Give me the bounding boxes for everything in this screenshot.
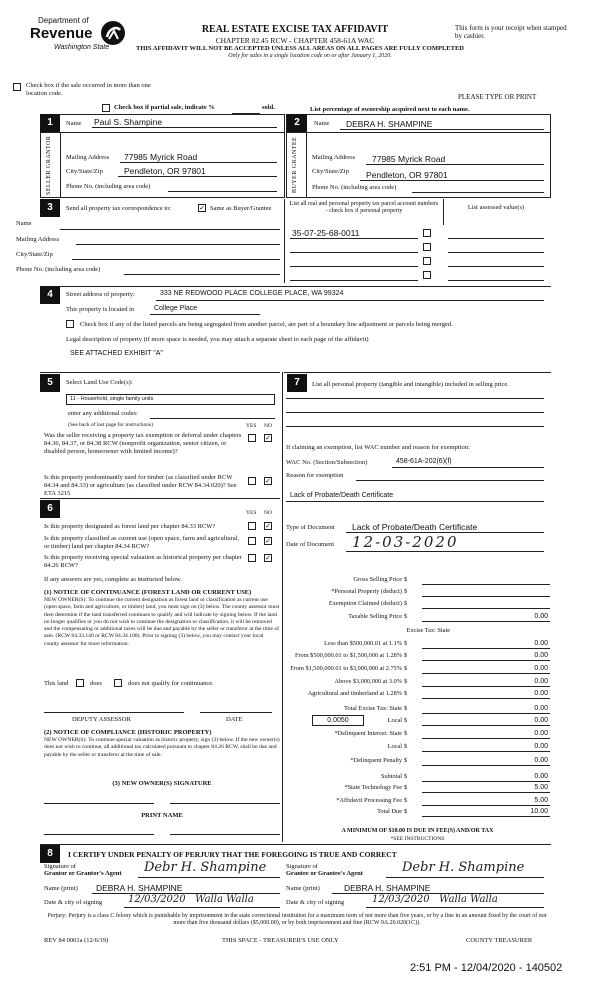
tax-row-value[interactable] bbox=[422, 576, 550, 585]
grantee-name-print-label: Name (print) bbox=[286, 885, 320, 892]
tax-row bbox=[280, 797, 550, 808]
seller-mailing-label: Mailing Address bbox=[66, 154, 110, 161]
notice2-title: (2) NOTICE OF COMPLIANCE (HISTORIC PROPERTY) bbox=[44, 729, 212, 736]
tax-row-label: Subtotal bbox=[381, 773, 402, 780]
seller-city-field[interactable]: Pendleton, OR 97801 bbox=[124, 166, 206, 176]
reason-label: Reason for exemption bbox=[286, 472, 344, 479]
section-6-number: 6 bbox=[40, 500, 60, 518]
tax-row-dollar-sign: $ bbox=[404, 600, 408, 607]
buyer-phone-label: Phone No. (including area code) bbox=[312, 184, 397, 191]
tax-row-dollar-sign: $ bbox=[404, 784, 408, 791]
buyer-name-label: Name bbox=[314, 120, 330, 127]
tax-row-dollar-sign: $ bbox=[404, 588, 408, 595]
grantor-date-city[interactable]: 12/03/2020 Walla Walla bbox=[128, 894, 254, 905]
land-use-label: Select Land Use Code(s): bbox=[66, 379, 133, 386]
receipt-note: This form is your receipt when stamped by cashier. bbox=[455, 24, 567, 41]
perjury-statement: Perjury: Perjury is a class C felony which is punishable by imprisonment in the state correctional institution for a maximum term of not more than five years, or by a fine in an amount fixed by the court of not more than five thousand dollars ($5,000.00), or by both imprisonment and fine (RCW 9A.20.020(1C)). bbox=[47, 913, 547, 927]
tax-row-label: From $1,500,000.01 to $3,000,000 at 2.75% bbox=[290, 665, 402, 672]
local-rate-field[interactable]: 0.0050 bbox=[312, 715, 364, 726]
buyer-mailing-field[interactable]: 77985 Myrick Road bbox=[372, 154, 446, 164]
seller-mailing-field[interactable]: 77985 Myrick Road bbox=[124, 152, 198, 162]
tax-row-dollar-sign: $ bbox=[404, 757, 408, 764]
tax-row-label: *Personal Property (deduct) bbox=[331, 588, 402, 595]
buyer-city-field[interactable]: Pendleton, OR 97801 bbox=[366, 170, 448, 180]
seller-name-field[interactable]: Paul S. Shampine bbox=[94, 117, 163, 127]
tax-row-value[interactable]: 10.00 bbox=[422, 808, 550, 817]
tax-row-dollar-sign: $ bbox=[404, 665, 408, 672]
rev-number: REV 84 0001a (12/6/19) bbox=[44, 937, 109, 944]
tax-row-value[interactable] bbox=[422, 588, 550, 597]
sec6-q3-no[interactable]: ✓ bbox=[265, 554, 271, 562]
buyer-mailing-label: Mailing Address bbox=[312, 154, 356, 161]
sec5-q1-no[interactable]: ✓ bbox=[265, 434, 271, 442]
does-label: does bbox=[90, 680, 102, 687]
same-as-buyer-checkbox[interactable]: ✓ bbox=[199, 204, 205, 212]
parcel-header: List all real and personal property tax parcel account numbers - check box if personal property bbox=[289, 201, 439, 215]
grantee-signature[interactable]: Debr H. Shampine bbox=[402, 860, 525, 875]
sec6-q1-no[interactable]: ✓ bbox=[265, 522, 271, 530]
tax-row-label: From $500,000.01 to $1,500,000 at 1.28% bbox=[294, 652, 402, 659]
personal-property-checkbox-2[interactable] bbox=[423, 243, 431, 251]
tax-row bbox=[280, 600, 550, 611]
tax-row-label: Excise Tax: State bbox=[406, 627, 450, 634]
does-not-label: does not qualify for continuance. bbox=[128, 680, 214, 687]
sec6-q2: Is this property classified as current use (open space, farm and agricultural, or timber) land per chapter 84.34 RCW? bbox=[44, 535, 240, 550]
tax-row-dollar-sign: $ bbox=[404, 808, 408, 815]
wac-field[interactable]: 458-61A-202(6)(f) bbox=[396, 458, 452, 465]
tax-row-dollar-sign: $ bbox=[404, 743, 408, 750]
minimum-note: A MINIMUM OF $10.00 IS DUE IN FEE(S) AND/OR TAX bbox=[341, 828, 494, 834]
tax-row bbox=[280, 576, 550, 587]
grantor-sig-label1: Signature of bbox=[44, 863, 76, 870]
sec3-phone-label: Phone No. (including area code) bbox=[16, 266, 101, 273]
tax-row-label: Taxable Selling Price bbox=[348, 613, 402, 620]
tax-row-value[interactable]: 0.00 bbox=[422, 640, 550, 649]
partial-sale-checkbox[interactable] bbox=[102, 104, 110, 112]
form-warning: THIS AFFIDAVIT WILL NOT BE ACCEPTED UNLESS ALL AREAS ON ALL PAGES ARE FULLY COMPLETED bbox=[136, 45, 464, 52]
tax-row-value[interactable]: 0.00 bbox=[422, 773, 550, 782]
grantor-name-print[interactable]: DEBRA H. SHAMPINE bbox=[96, 883, 183, 893]
tax-row-value[interactable]: 0.00 bbox=[422, 678, 550, 687]
tax-row-value[interactable]: 5.00 bbox=[422, 797, 550, 806]
section-7-number: 7 bbox=[287, 374, 307, 392]
tax-row-dollar-sign: $ bbox=[404, 730, 408, 737]
dept-line1: Department of bbox=[38, 16, 89, 25]
tax-row bbox=[280, 773, 550, 784]
tax-row-label: Local bbox=[387, 717, 402, 724]
tax-row-label: Local bbox=[387, 743, 402, 750]
assessed-header: List assessed value(s) bbox=[467, 204, 525, 211]
tax-row bbox=[280, 730, 550, 741]
tax-row bbox=[280, 808, 550, 819]
grantor-name-print-label: Name (print) bbox=[44, 885, 78, 892]
list-percentage-label: List percentage of ownership acquired next to each name. bbox=[310, 106, 470, 113]
grantee-sig-label1: Signature of bbox=[286, 863, 318, 870]
print-name-label: PRINT NAME bbox=[141, 812, 183, 819]
section-2-number: 2 bbox=[287, 114, 307, 132]
doc-type-field[interactable]: Lack of Probate/Death Certificate bbox=[352, 522, 478, 532]
tax-row-label: Above $3,000,000 at 3.0% bbox=[334, 678, 402, 685]
street-field[interactable]: 333 NE REDWOOD PLACE COLLEGE PLACE, WA 99324 bbox=[160, 290, 344, 297]
tax-row-dollar-sign: $ bbox=[404, 690, 408, 697]
seller-name-label: Name bbox=[66, 120, 82, 127]
wac-label: WAC No. (Section/Subsection) bbox=[286, 459, 368, 466]
tax-row-dollar-sign: $ bbox=[404, 678, 408, 685]
grantee-date-city[interactable]: 12/03/2020 Walla Walla bbox=[372, 894, 498, 905]
tax-row-label: *Delinquent Penalty bbox=[350, 757, 402, 764]
tax-row-dollar-sign: $ bbox=[404, 773, 408, 780]
tax-row bbox=[280, 640, 550, 651]
tax-row-value[interactable]: 0.00 bbox=[422, 705, 550, 714]
sec6-q3-yes[interactable] bbox=[248, 554, 256, 562]
dept-line2: Revenue bbox=[30, 25, 93, 42]
only-for-note: Only for sales in a single location code on or after January 1, 2020. bbox=[228, 53, 392, 59]
tax-row-value[interactable]: 0.00 bbox=[422, 690, 550, 699]
tax-row bbox=[280, 588, 550, 599]
sec5-no: NO bbox=[264, 423, 272, 429]
section-4-number: 4 bbox=[40, 286, 60, 304]
sec3-city-label: City/State/Zip bbox=[16, 251, 53, 258]
treasurer-space: THIS SPACE - TREASURER'S USE ONLY bbox=[222, 937, 339, 944]
tax-row-value[interactable] bbox=[422, 600, 550, 609]
tax-row bbox=[280, 613, 550, 624]
sec5-q1-yes[interactable] bbox=[248, 434, 256, 442]
personal-property-checkbox-1[interactable] bbox=[423, 229, 431, 237]
street-label: Street address of property: bbox=[66, 291, 135, 298]
tax-row-value[interactable]: 0.00 bbox=[422, 757, 550, 766]
tax-row-value[interactable]: 0.00 bbox=[422, 743, 550, 752]
tax-row bbox=[280, 757, 550, 768]
tax-row-label: Less than $500,000.01 at 1.1% bbox=[324, 640, 402, 647]
grantor-signature[interactable]: Debr H. Shampine bbox=[144, 860, 267, 875]
form-title: REAL ESTATE EXCISE TAX AFFIDAVIT bbox=[201, 24, 389, 35]
legal-field[interactable]: SEE ATTACHED EXHIBIT "A" bbox=[70, 350, 163, 357]
tax-row-dollar-sign: $ bbox=[404, 613, 408, 620]
tax-row bbox=[280, 652, 550, 663]
sec5-q1: Was the seller receiving a property tax exemption or deferral under chapters 84.36, 84.37, or 84.38 RCW (nonprofit organization, senior citizen, or disabled person, homeowner with limited income)? bbox=[44, 432, 242, 455]
grantor-sig-label2: Grantor or Grantor's Agent bbox=[44, 870, 122, 877]
grantee-date-city-label: Date & city of signing bbox=[286, 899, 345, 906]
doc-date-label: Date of Document bbox=[286, 541, 335, 548]
if-any-label: If any answers are yes, complete as instructed below. bbox=[44, 576, 182, 583]
same-as-buyer-label: Same as Buyer/Grantee bbox=[210, 205, 272, 212]
tax-row-label: Exemption Claimed (deduct) bbox=[328, 600, 402, 607]
personal-property-checkbox-4[interactable] bbox=[423, 271, 431, 279]
section-8-number: 8 bbox=[40, 845, 60, 863]
section-5-number: 5 bbox=[40, 374, 60, 392]
multi-location-label: Check box if the sale occurred in more than one location code. bbox=[26, 82, 151, 97]
located-label: This property is located in bbox=[66, 306, 135, 313]
parcel-number-field[interactable]: 35-07-25-68-0011 bbox=[292, 228, 360, 238]
dept-line3: Washington State bbox=[54, 44, 110, 51]
sec6-q2-no[interactable]: ✓ bbox=[265, 537, 271, 545]
buyer-side-label: BUYER GRANTEE bbox=[292, 136, 298, 194]
tax-row-dollar-sign: $ bbox=[404, 640, 408, 647]
please-type: PLEASE TYPE OR PRINT bbox=[458, 93, 537, 101]
buyer-city-label: City/State/Zip bbox=[312, 168, 349, 175]
legal-label: Legal description of property (if more space is needed, you may attach a separate sheet to each page of the affidavit) bbox=[66, 336, 369, 343]
form-subtitle: CHAPTER 82.45 RCW - CHAPTER 458-61A WAC bbox=[215, 36, 375, 45]
tax-row-dollar-sign: $ bbox=[404, 652, 408, 659]
reason-field[interactable]: Lack of Probate/Death Certificate bbox=[290, 492, 394, 499]
multi-location-checkbox[interactable] bbox=[13, 83, 21, 91]
this-land-label: This land bbox=[44, 680, 69, 687]
sec3-name-label: Name bbox=[16, 220, 32, 227]
tax-row-label: *Affidavit Processing Fee bbox=[336, 797, 402, 804]
tax-row-value[interactable]: 0.00 bbox=[422, 652, 550, 661]
send-correspondence-label: Send all property tax correspondence to: bbox=[66, 205, 172, 212]
tax-row bbox=[280, 665, 550, 676]
tax-row bbox=[280, 678, 550, 689]
buyer-name-field[interactable]: DEBRA H. SHAMPINE bbox=[346, 119, 433, 129]
tax-row bbox=[280, 627, 550, 638]
see-instructions: *SEE INSTRUCTIONS bbox=[390, 836, 445, 842]
tax-row-label: Total Excise Tax: State bbox=[344, 705, 402, 712]
notice1-title: (1) NOTICE OF CONTINUANCE (FOREST LAND OR CURRENT USE) bbox=[44, 589, 252, 596]
notice2-text: NEW OWNER(S): To continue special valuation as historic property, sign (3) below. If the new owner(s) does not wish to continue, all additional tax calculated pursuant to chapter 84.26 RCW, shall be due and payable by the seller or transferor at the time of sale. bbox=[44, 737, 280, 758]
tax-row bbox=[280, 784, 550, 795]
dor-logo bbox=[30, 12, 140, 62]
seller-phone-label: Phone No. (including area code) bbox=[66, 183, 151, 190]
personal-property-checkbox-3[interactable] bbox=[423, 257, 431, 265]
partial-sale-label: Check box if partial sale, indicate % bbox=[114, 104, 215, 111]
sec6-q3: Is this property receiving special valuation as historical property per chapter 84.26 RCW? bbox=[44, 554, 242, 569]
sec6-q1: Is this property designated as forest land per chapter 84.33 RCW? bbox=[44, 523, 216, 530]
signature3-label: (3) NEW OWNER(S) SIGNATURE bbox=[112, 780, 212, 787]
tax-row-value[interactable]: 0.00 bbox=[422, 717, 550, 726]
tax-row-value[interactable]: 0.00 bbox=[422, 665, 550, 674]
seller-city-label: City/State/Zip bbox=[66, 168, 103, 175]
does-not-checkbox[interactable] bbox=[114, 679, 122, 687]
tax-row-label: *Delinquent Interest: State bbox=[334, 730, 402, 737]
tax-row-label: Gross Selling Price bbox=[353, 576, 402, 583]
tax-row-value[interactable]: 5.00 bbox=[422, 784, 550, 793]
section-1-number: 1 bbox=[40, 114, 60, 132]
tax-row-dollar-sign: $ bbox=[404, 576, 408, 583]
list-personal-label: List all personal property (tangible and intangible) included in selling price. bbox=[312, 381, 509, 388]
dor-logo-icon bbox=[100, 20, 126, 46]
tax-row-dollar-sign: $ bbox=[404, 797, 408, 804]
sec5-q2: Is this property predominantly used for timber (as classified under RCW 84.34 and 84.33) or agriculture (as classified under RCW 84.34.020)? See ETA 3215 bbox=[44, 474, 237, 497]
seller-side-label: SELLER GRANTOR bbox=[46, 135, 52, 195]
tax-row bbox=[280, 690, 550, 701]
treasurer-stamp: 2:51 PM - 12/04/2020 - 140502 bbox=[410, 962, 563, 974]
doc-type-label: Type of Document bbox=[286, 524, 335, 531]
grantor-date-city-label: Date & city of signing bbox=[44, 899, 103, 906]
sec5-yes: YES bbox=[246, 423, 257, 429]
segregated-label: Check box if any of the listed parcels are being segregated from another parcel, are part of a boundary line adjustment or parcels being merged. bbox=[80, 321, 453, 328]
does-checkbox[interactable] bbox=[76, 679, 84, 687]
tax-row-value[interactable]: 0.00 bbox=[422, 613, 550, 622]
sec5-q2-yes[interactable] bbox=[248, 477, 256, 485]
tax-row bbox=[280, 743, 550, 754]
tax-row-label: *State Technology Fee bbox=[344, 784, 402, 791]
doc-date-field[interactable]: 12-03-2020 bbox=[352, 533, 459, 551]
sec6-no: NO bbox=[264, 510, 272, 516]
county-treasurer: COUNTY TREASURER bbox=[466, 937, 533, 944]
land-use-select[interactable]: 11 - Household, single family units bbox=[66, 394, 275, 405]
see-back-label: (See back of last page for instructions) bbox=[68, 422, 153, 428]
located-field[interactable]: College Place bbox=[154, 305, 198, 312]
tax-row-dollar-sign: $ bbox=[404, 717, 408, 724]
notice1-text: NEW OWNER(S): To continue the current designation as forest land or classification as current use (open space, farm and agriculture, or timber) land, you must sign on (3) below. The county assessor must then determine if the land transferred continues to qualify and will indicate by signing below. If the land no longer qualifies or you do not wish to continue the designation or classification, it will be removed and the compensating or additional taxes will be due and payable by the seller or transferor at the time of sale. (RCW 84.33.140 or RCW 84.34.108). Prior to signing (3) below, you may contact your local county assessor for more information. bbox=[44, 597, 280, 647]
exemption-label: If claiming an exemption, list WAC number and reason for exemption: bbox=[286, 444, 470, 451]
assessor-date-label: DATE bbox=[226, 716, 243, 723]
sec6-q1-yes[interactable] bbox=[248, 522, 256, 530]
sec6-yes: YES bbox=[246, 510, 257, 516]
grantee-sig-label2: Grantee or Grantee's Agent bbox=[286, 870, 363, 877]
additional-codes-label: enter any additional codes: bbox=[68, 410, 138, 417]
tax-row-dollar-sign: $ bbox=[404, 705, 408, 712]
tax-row-label: Total Due bbox=[377, 808, 402, 815]
sold-label: sold. bbox=[262, 104, 275, 111]
section-3-number: 3 bbox=[40, 199, 60, 217]
tax-row-value[interactable]: 0.00 bbox=[422, 730, 550, 739]
certify-statement: I CERTIFY UNDER PENALTY OF PERJURY THAT THE FOREGOING IS TRUE AND CORRECT bbox=[68, 850, 397, 859]
sec6-q2-yes[interactable] bbox=[248, 537, 256, 545]
segregated-checkbox[interactable] bbox=[66, 320, 74, 328]
tax-row-label: Agricultural and timberland at 1.28% bbox=[307, 690, 402, 697]
deputy-assessor-label: DEPUTY ASSESSOR bbox=[72, 716, 131, 723]
sec5-q2-no[interactable]: ✓ bbox=[265, 477, 271, 485]
sec3-mailing-label: Mailing Address bbox=[16, 236, 60, 243]
grantee-name-print[interactable]: DEBRA H. SHAMPINE bbox=[344, 883, 431, 893]
